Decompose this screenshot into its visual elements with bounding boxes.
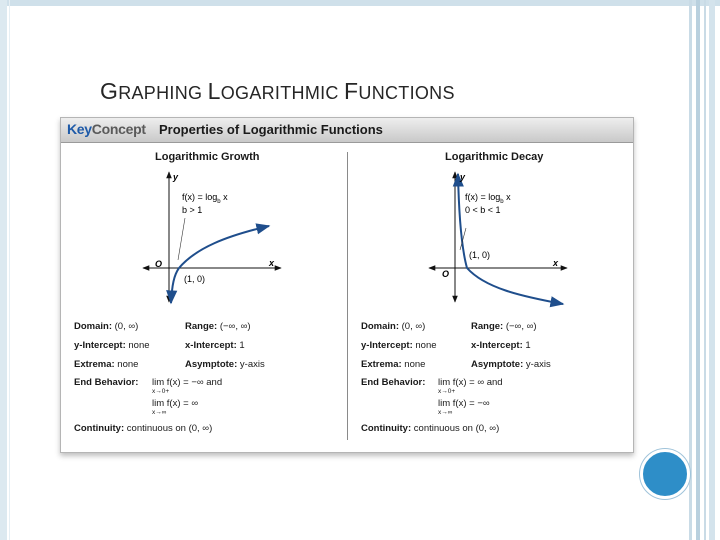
growth-curve xyxy=(171,226,269,303)
decay-asymptote xyxy=(471,359,551,370)
limit-text: lim f(x) = ∞ and xyxy=(438,377,503,388)
function-label xyxy=(465,192,511,205)
limit-text: lim f(x) = ∞ xyxy=(152,398,199,409)
point-label: (1, 0) xyxy=(469,250,491,260)
function-var: x xyxy=(503,192,511,202)
function-label xyxy=(182,192,228,205)
key-label: Key xyxy=(67,121,92,137)
origin-label: O xyxy=(442,269,450,279)
slide-frame-left-line xyxy=(9,0,10,540)
slide-frame-top xyxy=(0,0,720,6)
limit-subscript: x→0+ xyxy=(152,388,170,395)
x-intercept-label: x-Intercept: xyxy=(185,340,237,351)
key-concept-header xyxy=(61,118,633,143)
growth-y-intercept xyxy=(74,340,150,351)
growth-end-behavior xyxy=(74,377,138,388)
domain-label: Domain: xyxy=(361,321,399,332)
growth-continuity xyxy=(74,423,212,434)
asymptote-label: Asymptote: xyxy=(185,359,238,370)
slide-title xyxy=(100,78,455,105)
concept-label: Concept xyxy=(91,121,146,137)
continuity-value: continuous on (0, ∞) xyxy=(411,423,500,434)
asymptote-value: y-axis xyxy=(523,359,551,370)
title-part: OGARITHMIC xyxy=(220,83,345,103)
growth-range xyxy=(185,321,251,332)
y-axis-label: y xyxy=(460,172,466,182)
slide-frame-left xyxy=(0,0,7,540)
decorative-circle xyxy=(640,449,690,499)
key-concept-box xyxy=(60,117,634,453)
decay-x-intercept xyxy=(471,340,531,351)
title-part: L xyxy=(207,78,221,104)
x-axis-label: x xyxy=(553,258,559,268)
asymptote-value: y-axis xyxy=(237,359,265,370)
decay-extrema xyxy=(361,359,425,370)
extrema-value: none xyxy=(401,359,426,370)
origin-label: O xyxy=(155,259,163,269)
limit-subscript: x→0+ xyxy=(438,388,456,395)
slide-frame-right-stripe xyxy=(709,0,715,540)
title-part: RAPHING xyxy=(118,83,208,103)
decay-limit-2 xyxy=(438,398,490,416)
y-intercept-label: y-Intercept: xyxy=(74,340,126,351)
growth-graph xyxy=(151,170,291,310)
y-intercept-label: y-Intercept: xyxy=(361,340,413,351)
continuity-label: Continuity: xyxy=(361,423,412,434)
y-intercept-value: none xyxy=(125,340,150,351)
continuity-value: continuous on (0, ∞) xyxy=(124,423,213,434)
growth-limit-2 xyxy=(152,398,199,416)
range-value: (−∞, ∞) xyxy=(217,321,251,332)
decay-graph xyxy=(435,170,575,310)
title-part: G xyxy=(100,78,119,104)
decay-range xyxy=(471,321,537,332)
growth-domain xyxy=(74,321,138,332)
domain-value: (0, ∞) xyxy=(399,321,426,332)
title-part: F xyxy=(344,78,359,104)
decay-domain xyxy=(361,321,425,332)
title-part: UNCTIONS xyxy=(358,83,455,103)
y-intercept-value: none xyxy=(412,340,437,351)
extrema-value: none xyxy=(114,359,139,370)
range-label: Range: xyxy=(471,321,504,332)
decay-title: Logarithmic Decay xyxy=(445,151,544,163)
domain-value: (0, ∞) xyxy=(112,321,139,332)
slide-frame-right-stripe xyxy=(704,0,706,540)
condition-label: b > 1 xyxy=(182,205,203,215)
growth-x-intercept xyxy=(185,340,245,351)
function-base: b xyxy=(217,199,221,205)
decay-y-intercept xyxy=(361,340,437,351)
decay-limit-1 xyxy=(438,377,503,395)
x-intercept-value: 1 xyxy=(236,340,245,351)
column-divider xyxy=(347,152,348,440)
limit-text: lim f(x) = −∞ xyxy=(438,398,490,409)
decay-continuity xyxy=(361,423,499,434)
continuity-label: Continuity: xyxy=(74,423,125,434)
growth-title: Logarithmic Growth xyxy=(155,151,260,163)
limit-text: lim f(x) = −∞ and xyxy=(152,377,223,388)
x-axis-label: x xyxy=(269,258,275,268)
domain-label: Domain: xyxy=(74,321,112,332)
concept-title: Properties of Logarithmic Functions xyxy=(159,122,383,137)
extrema-label: Extrema: xyxy=(74,359,115,370)
decay-end-behavior xyxy=(361,377,425,388)
growth-extrema xyxy=(74,359,138,370)
key-concept-logo xyxy=(67,121,146,137)
extrema-label: Extrema: xyxy=(361,359,402,370)
growth-asymptote xyxy=(185,359,265,370)
function-var: x xyxy=(220,192,228,202)
range-value: (−∞, ∞) xyxy=(503,321,537,332)
function-text: f(x) = log xyxy=(182,192,218,202)
limit-subscript: x→∞ xyxy=(438,409,453,416)
end-behavior-label: End Behavior: xyxy=(74,377,139,388)
callout-line xyxy=(178,218,185,260)
range-label: Range: xyxy=(185,321,218,332)
end-behavior-label: End Behavior: xyxy=(361,377,426,388)
slide-frame-right-stripe xyxy=(689,0,692,540)
x-intercept-label: x-Intercept: xyxy=(471,340,523,351)
slide-frame-right-stripe xyxy=(696,0,700,540)
point-label: (1, 0) xyxy=(184,274,206,284)
growth-limit-1 xyxy=(152,377,223,395)
function-base: b xyxy=(500,199,504,205)
x-intercept-value: 1 xyxy=(522,340,531,351)
limit-subscript: x→∞ xyxy=(152,409,167,416)
y-axis-label: y xyxy=(173,172,179,182)
function-text: f(x) = log xyxy=(465,192,501,202)
condition-label: 0 < b < 1 xyxy=(465,205,501,215)
asymptote-label: Asymptote: xyxy=(471,359,524,370)
